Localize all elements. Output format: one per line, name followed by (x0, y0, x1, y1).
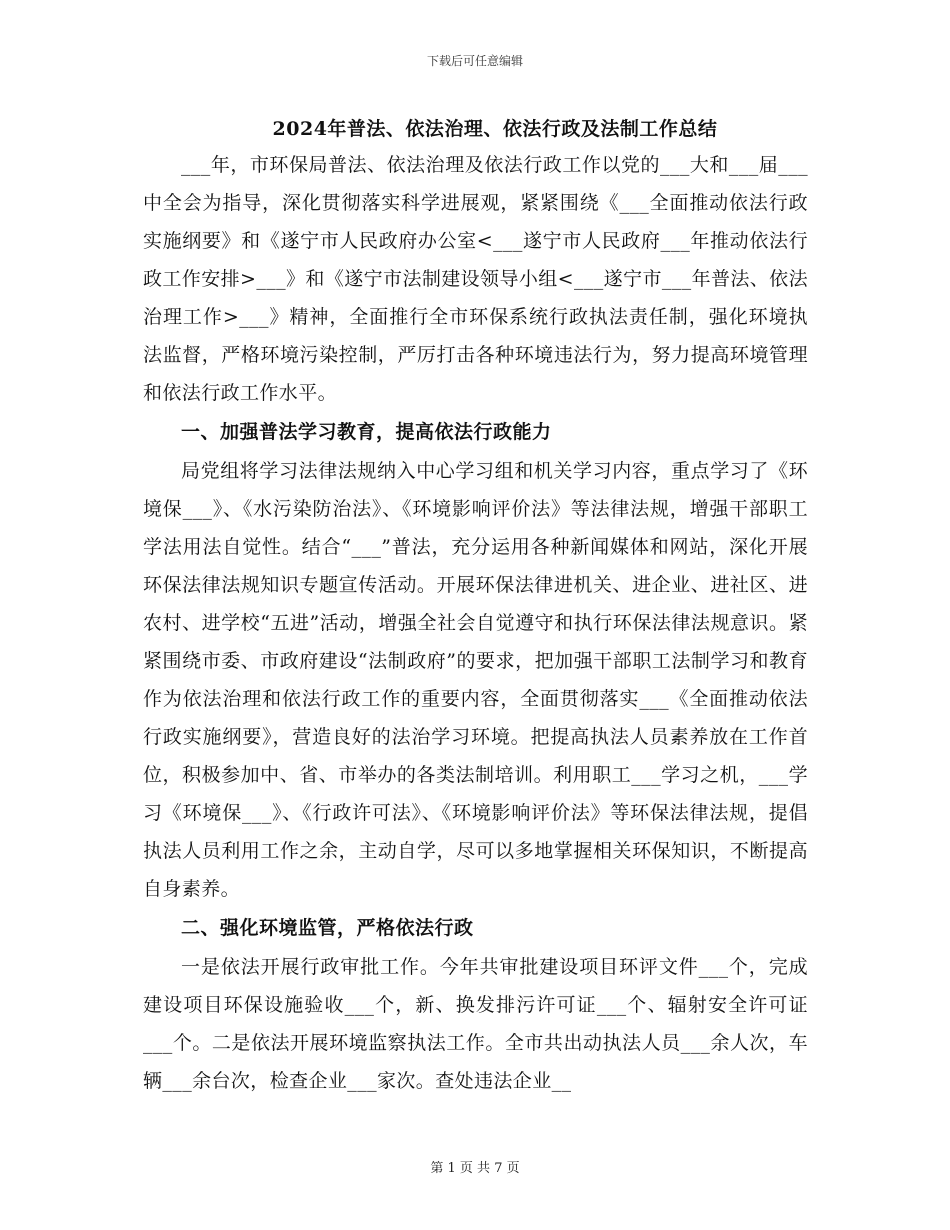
document-body (143, 146, 808, 1100)
page-header-note: 下载后可任意编辑 (426, 54, 523, 68)
section-paragraph-1: 局党组将学习法律法规纳入中心学习组和机关学习内容，重点学习了《环境保___》、《水污染防治法》、《环境影响评价法》等法律法规，增强干部职工学法用法自觉性。结合“___”普法，充分运用各种新闻媒体和网站，深化开展环保法律法规知识专题宣传活动。开展环保法律进机关、进企业、进社区、进农村、进学校“五进”活动，增强全社会自觉遵守和执行环保法律法规意识。紧紧围绕市委、市政府建设“法制政府”的要求，把加强干部职工法制学习和教育作为依法治理和依法行政工作的重要内容，全面贯彻落实___《全面推动依法行政实施纲要》，营造良好的法治学习环境。把提高执法人员素养放在工作首位，积极参加中、省、市举办的各类法制培训。利用职工___学习之机，___学习《环境保___》、《行政许可法》、《环境影响评价法》等环保法律法规，提倡执法人员利用工作之余，主动自学，尽可以多地掌握相关环保知识，不断提高自身素养。 (143, 460, 808, 900)
section-paragraph-2: 一是依法开展行政审批工作。今年共审批建设项目环评文件___个，完成建设项目环保设施验收___个，新、换发排污许可证___个、辐射安全许可证___个。二是依法开展环境监察执法工作。全市共出动执法人员___余人次，车辆___余台次，检查企业___家次。查处违法企业__ (143, 956, 808, 1092)
document-title: 2024年普法、依法治理、依法行政及法制工作总结 (272, 118, 718, 140)
page-number: 第 1 页 共 7 页 (430, 1161, 520, 1176)
section-heading-2: 二、强化环境监管，严格依法行政 (181, 917, 474, 939)
intro-paragraph: ___年，市环保局普法、依法治理及依法行政工作以党的___大和___届___中全会为指导，深化贯彻落实科学进展观，紧紧围绕《___全面推动依法行政实施纲要》和《遂宁市人民政府办公室<___遂宁市人民政府___年推动依法行政工作安排>___》和《遂宁市法制建设领导小组<___遂宁市___年普法、依法治理工作>___》精神，全面推行全市环保系统行政执法责任制，强化环境执法监督，严格环境污染控制，严厉打击各种环境违法行为，努力提高环境管理和依法行政工作水平。 (143, 154, 808, 404)
section-heading-1: 一、加强普法学习教育，提高依法行政能力 (181, 421, 552, 443)
